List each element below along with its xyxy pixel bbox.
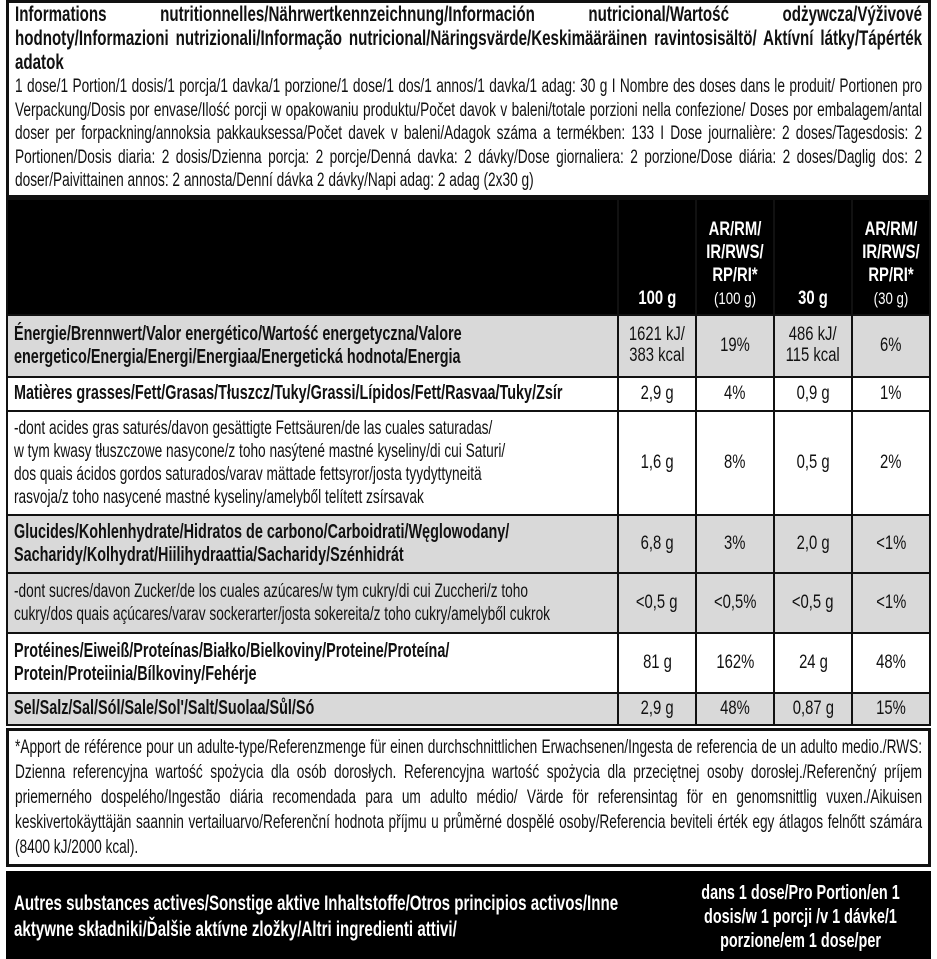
per-dose-label: dans 1 dose/Pro Portion/en 1 dosis/w 1 porcji /v 1 dávke/1 porzione/em 1 dose/per bbox=[701, 881, 900, 952]
nutrient-value bbox=[774, 411, 852, 515]
nutrient-label-text: -dont sucres/davon Zucker/de los cuales azúcares/w tym cukry/di cui Zuccheri/z toho cukry/dos quais açúcares/varav sockerarter/josta sokereita/z toho cukry/amelyből cukrok bbox=[14, 580, 551, 625]
value-text: 48% bbox=[720, 697, 750, 719]
nutrient-label bbox=[7, 377, 618, 411]
value-text: 162% bbox=[716, 651, 754, 673]
nutrient-value bbox=[618, 693, 696, 725]
value-text: 8% bbox=[724, 451, 746, 473]
nutrient-label bbox=[7, 315, 618, 377]
value-text: <1% bbox=[875, 532, 907, 554]
table-row bbox=[7, 693, 930, 725]
value-text: <0,5 g bbox=[792, 591, 834, 613]
nutrition-header-box bbox=[6, 0, 931, 198]
value-text: 486 kJ/ 115 kcal bbox=[785, 324, 841, 366]
nutrient-value bbox=[618, 411, 696, 515]
value-text: 6,8 g bbox=[640, 532, 674, 554]
value-text: 1% bbox=[880, 382, 902, 404]
nutrient-value bbox=[696, 573, 774, 633]
nutrient-value bbox=[852, 377, 930, 411]
nutrient-value bbox=[618, 515, 696, 573]
nutrient-value bbox=[696, 515, 774, 573]
value-text: 2% bbox=[880, 451, 902, 473]
value-text: 2,9 g bbox=[640, 382, 674, 404]
value-text: 1621 kJ/ 383 kcal bbox=[628, 324, 686, 366]
nutrient-value bbox=[618, 633, 696, 693]
nutrient-value bbox=[852, 315, 930, 377]
nutrient-value bbox=[852, 411, 930, 515]
nutrient-value bbox=[696, 411, 774, 515]
footnote-text: *Apport de référence pour un adulte-type/Referenzmenge für einen durchschnittlichen Erwachsenen/Ingesta de referencia de un adulto medio./RWS: Dzienna referencyjna wartość spożycia dla osób dorosłych. Referencyjna wartość spożycia dla przeciętnej osoby dorosłej./Referenčný príjem priemerného dospelého/Ingestão diária recomendada para um adulto médio/ Värde för referensintag för en genomsnittlig vuxen./Aikuisen keskivertokäyttäjän saannin vertailuarvo/Referenční hodnota příjmu u průměrné dospělé osoby/Referencia beviteli érték egy átlagos felnőtt számára (8400 kJ/2000 kcal). bbox=[15, 736, 923, 858]
active-substances-header bbox=[6, 871, 931, 959]
nutrient-label bbox=[7, 515, 618, 573]
value-text: 0,9 g bbox=[796, 382, 830, 404]
value-text: <0,5% bbox=[713, 591, 757, 613]
value-text: 15% bbox=[876, 697, 906, 719]
nutrition-table bbox=[6, 198, 931, 726]
column-header: AR/RM/ IR/RWS/ RP/RI* (30 g) bbox=[852, 199, 930, 315]
value-text: 6% bbox=[880, 334, 902, 356]
nutrient-label bbox=[7, 633, 618, 693]
nutrient-value bbox=[852, 693, 930, 725]
nutrient-value bbox=[696, 693, 774, 725]
value-text: 81 g bbox=[642, 651, 672, 673]
value-text: 0,5 g bbox=[796, 451, 830, 473]
nutrient-value bbox=[774, 377, 852, 411]
value-text: 19% bbox=[720, 334, 750, 356]
nutrient-value bbox=[696, 633, 774, 693]
nutrient-value bbox=[696, 377, 774, 411]
nutrient-value bbox=[852, 633, 930, 693]
nutrient-label-text: Matières grasses/Fett/Grasas/Tłuszcz/Tuky/Grassi/Lípidos/Fett/Rasvaa/Tuky/Zsír bbox=[14, 382, 563, 404]
value-text: 48% bbox=[876, 651, 906, 673]
nutrient-value bbox=[774, 573, 852, 633]
active-substances-label: Autres substances actives/Sonstige aktive Inhaltstoffe/Otros principios activos/Inne aktywne składniki/Ďalšie aktívne zložky/Altri ingredienti attivi/ bbox=[14, 891, 619, 941]
value-text: 24 g bbox=[798, 651, 828, 673]
nutrient-value bbox=[774, 315, 852, 377]
nutrient-label-text: Glucides/Kohlenhydrate/Hidratos de carbono/Carboidrati/Węglowodany/ Sacharidy/Kolhydrat/Hiilihydraattia/Sacharidy/Szénhidrát bbox=[14, 520, 510, 566]
serving-info: 1 dose/1 Portion/1 dosis/1 porcja/1 davka/1 porzione/1 dose/1 dos/1 annos/1 davka/1 adag: 30 g I Nombre des doses dans le produit/ Portionen pro Verpackung/Dosis por envase/Ilość porcji w opakowaniu produktu/Počet davok v baleni/totale porzioni nella confezione/ Doses por embalagem/antal doser per forpackning/annoksia pakkauksessa/Počet davek v baleni/Adagok száma a termékben: 133 I Dose journalière: 2 doses/Tagesdosis: 2 Portionen/Dosis diaria: 2 dosis/Dzienna porcja: 2 porcje/Denná davka: 2 dávky/Dose giornaliera: 2 porzione/Dose diária: 2 doses/Daglig dos: 2 doser/Paivittainen annos: 2 annosta/Denní dávka 2 dávky/Napi adag: 2 adag (2x30 g) bbox=[15, 76, 923, 191]
value-text: 3% bbox=[724, 532, 746, 554]
nutrient-label-text: Protéines/Eiweiß/Proteínas/Białko/Bielkoviny/Proteine/Proteína/ Protein/Proteiinia/Bílkoviny/Fehérje bbox=[14, 639, 450, 685]
nutrition-title: Informations nutritionnelles/Nährwertkennzeichnung/Información nutricional/Wartość odżywcza/Výživové hodnoty/Informazioni nutrizionali/Informação nutricional/Näringsvärde/Keskimääräinen ravintosisältö/ Aktívní látky/Tápérték adatok bbox=[15, 3, 923, 74]
nutrient-label bbox=[7, 693, 618, 725]
nutrient-value bbox=[852, 515, 930, 573]
column-header: AR/RM/ IR/RWS/ RP/RI* (100 g) bbox=[696, 199, 774, 315]
nutrient-value bbox=[618, 573, 696, 633]
table-row bbox=[7, 411, 930, 515]
column-header: 100 g bbox=[618, 199, 696, 315]
value-text: 4% bbox=[724, 382, 746, 404]
nutrient-value bbox=[618, 377, 696, 411]
nutrient-label-text: -dont acides gras saturés/davon gesättigte Fettsäuren/de las cuales saturadas/ w tym kwasy tłuszczowe nasycone/z toho nasýtené mastné kyseliny/di cui Saturi/ dos quais ácidos gordos saturados/varav mättade fettsyror/josta tyydyttyneitä rasvoja/z toho nasycené mastné kyseliny/amelyből telített zsírsavak bbox=[14, 417, 506, 508]
nutrient-label-text: Sel/Salz/Sal/Sól/Sale/Sol'/Salt/Suolaa/Sůl/Só bbox=[14, 697, 315, 719]
table-row bbox=[7, 573, 930, 633]
nutrient-label bbox=[7, 411, 618, 515]
nutrient-label-text: Énergie/Brennwert/Valor energético/Wartość energetyczna/Valore energetico/Energia/Energi/Energiaa/Energetická hodnota/Energia bbox=[14, 322, 462, 368]
value-text: <0,5 g bbox=[636, 591, 678, 613]
nutrient-label bbox=[7, 573, 618, 633]
value-text: 2,0 g bbox=[796, 532, 830, 554]
label-column-header bbox=[7, 199, 618, 315]
nutrient-value bbox=[774, 515, 852, 573]
value-text: 2,9 g bbox=[640, 697, 674, 719]
nutrient-value bbox=[696, 315, 774, 377]
footnote-box bbox=[6, 728, 931, 867]
nutrient-value bbox=[618, 315, 696, 377]
table-row bbox=[7, 315, 930, 377]
nutrient-value bbox=[774, 693, 852, 725]
value-text: 1,6 g bbox=[640, 451, 674, 473]
value-text: 0,87 g bbox=[792, 697, 834, 719]
column-header: 30 g bbox=[774, 199, 852, 315]
table-row bbox=[7, 515, 930, 573]
table-row bbox=[7, 633, 930, 693]
table-header-row bbox=[7, 199, 930, 315]
table-row bbox=[7, 377, 930, 411]
nutrient-value bbox=[852, 573, 930, 633]
nutrient-value bbox=[774, 633, 852, 693]
value-text: <1% bbox=[875, 591, 907, 613]
